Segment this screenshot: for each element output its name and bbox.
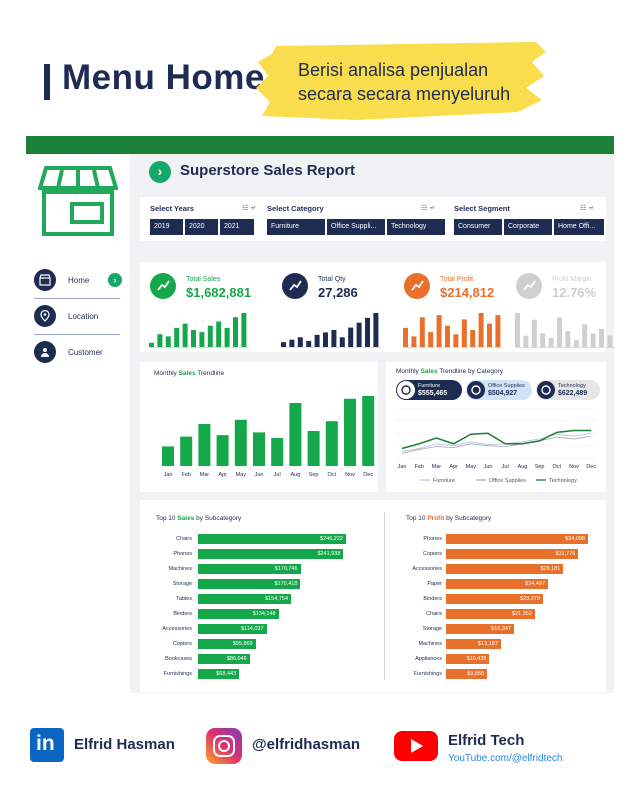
bar-value-label: $31,776 — [555, 551, 576, 557]
hbar — [198, 654, 250, 664]
kpi-spark-bar — [591, 333, 596, 347]
kpi-spark-bar — [241, 313, 246, 347]
sidebar-item-customer[interactable] — [34, 336, 126, 368]
kpi-spark-bar — [453, 334, 458, 347]
category-trend-panel — [386, 362, 606, 492]
top-sales-title — [156, 515, 241, 522]
category-trend-title — [396, 368, 503, 375]
x-tick-label: Jan — [163, 472, 173, 478]
monthly-sales-bar — [198, 424, 210, 466]
bar-category-label: Chairs — [426, 611, 442, 617]
bar-value-label: $34,098 — [565, 536, 585, 542]
kpi-spark-bar — [331, 330, 336, 347]
sidebar-item-label: Home — [68, 275, 90, 285]
monthly-sales-bar — [253, 432, 265, 466]
x-tick-label: May — [465, 464, 476, 470]
instagram-icon[interactable] — [206, 728, 242, 764]
bar-value-label: $114,037 — [240, 626, 264, 632]
monthly-sales-bar — [235, 420, 247, 466]
category-chip-value: $622,489 — [558, 390, 588, 397]
kpi-spark-bar — [479, 313, 484, 347]
filter-label: Select Years — [150, 204, 195, 213]
chevron-right-icon: › — [108, 273, 122, 287]
hbar — [198, 624, 267, 634]
filter-option-technology[interactable]: Technology — [387, 219, 445, 235]
bar-category-label: Paper — [427, 581, 442, 587]
category-chip[interactable] — [466, 380, 532, 400]
title-part: Top 10 — [406, 515, 428, 522]
bar-category-label: Phones — [173, 551, 192, 557]
category-chip-label: Office Supplies — [488, 383, 525, 389]
legend-label: Office Supplies — [489, 478, 526, 484]
category-chip-value: $504,927 — [488, 390, 518, 397]
bar-category-label: Binders — [173, 611, 192, 617]
bar-value-label: $28,181 — [540, 566, 561, 572]
bar-value-label: $21,359 — [512, 611, 532, 617]
hbar — [446, 549, 578, 559]
bar-value-label: $10,435 — [466, 656, 487, 662]
kpi-spark-bar — [191, 330, 196, 347]
filter-option-furniture[interactable]: Furniture — [267, 219, 325, 235]
top10-panel — [140, 500, 606, 692]
series-line-furniture — [402, 433, 591, 451]
filter-label: Select Category — [267, 204, 324, 213]
x-tick-label: Apr — [449, 464, 458, 470]
chevron-right-icon[interactable]: › — [149, 161, 171, 183]
description-line-2: secara secara menyeluruh — [298, 84, 511, 104]
bar-category-label: Bookcases — [165, 656, 192, 662]
x-tick-label: Feb — [414, 464, 424, 470]
x-tick-label: Jul — [501, 464, 509, 470]
bar-category-label: Storage — [172, 581, 192, 587]
youtube-channel-name[interactable]: Elfrid Tech — [448, 732, 525, 749]
bar-value-label: $246,222 — [320, 536, 343, 542]
title-part: Monthly — [154, 370, 179, 377]
hbar — [446, 654, 489, 664]
kpi-spark-bar — [523, 336, 528, 347]
chair-icon — [397, 381, 415, 399]
kpi-spark-bar — [348, 328, 353, 347]
panel-divider — [384, 512, 385, 680]
bar-value-label: $170,418 — [274, 581, 298, 587]
bar-value-label: $86,046 — [226, 656, 247, 662]
kpi-value: 12.76% — [552, 285, 597, 300]
x-tick-label: Aug — [290, 472, 301, 478]
monthly-sales-bar — [162, 446, 174, 466]
instagram-handle[interactable]: @elfridhasman — [252, 736, 360, 753]
filter-option-2020[interactable]: 2020 — [185, 219, 218, 235]
hbar — [446, 534, 588, 544]
hbar — [198, 609, 279, 619]
x-tick-label: Nov — [345, 472, 355, 478]
kpi-spark-bar — [157, 334, 162, 347]
page-title: Menu Home — [62, 58, 265, 97]
kpi-sparkline — [281, 310, 383, 348]
kpi-label: Total Qty — [318, 276, 346, 283]
kpi-spark-bar — [557, 318, 562, 347]
kpi-value: 27,286 — [318, 285, 358, 300]
bar-category-label: Furnishings — [413, 671, 442, 677]
kpi-spark-bar — [549, 338, 554, 347]
x-tick-label: Oct — [552, 464, 562, 470]
paperclip-icon — [467, 381, 485, 399]
kpi-spark-bar — [470, 330, 475, 347]
bar-category-label: Appliances — [415, 656, 442, 662]
kpi-spark-bar — [574, 340, 579, 347]
title-part: by Subcategory — [444, 515, 492, 522]
bar-value-label: $241,938 — [317, 551, 341, 557]
kpi-spark-bar — [298, 337, 303, 347]
hbar — [446, 639, 501, 649]
bar-category-label: Binders — [423, 596, 442, 602]
kpi-spark-bar — [607, 336, 612, 347]
x-tick-label: Apr — [218, 472, 227, 478]
legend-label: Technology — [549, 478, 577, 484]
bar-value-label: $23,279 — [520, 596, 540, 602]
x-tick-label: Aug — [517, 464, 528, 470]
bar-category-label: Phones — [423, 536, 442, 542]
bar-category-label: Accessories — [412, 566, 442, 572]
kpi-spark-bar — [225, 328, 230, 347]
x-tick-label: Oct — [327, 472, 337, 478]
customer-icon — [34, 341, 56, 363]
bar-category-label: Machines — [418, 641, 442, 647]
kpi-icon — [404, 273, 430, 299]
bar-value-label: $170,746 — [274, 566, 298, 572]
hbar — [198, 534, 346, 544]
monthly-sales-bar — [180, 437, 192, 466]
store-icon — [34, 269, 56, 291]
kpi-spark-bar — [411, 336, 416, 347]
kpi-spark-bar — [540, 333, 545, 347]
bar-value-label: $134,148 — [252, 611, 276, 617]
kpi-spark-bar — [565, 331, 570, 347]
kpi-spark-bar — [428, 332, 433, 347]
bar-value-label: $16,347 — [491, 626, 512, 632]
title-part: Sales — [420, 368, 438, 375]
filter-icons[interactable]: ☷ ⩫ — [580, 205, 595, 212]
kpi-icon — [150, 273, 176, 299]
kpi-spark-bar — [149, 343, 154, 347]
monthly-sales-bar — [362, 396, 374, 466]
network-icon — [537, 381, 555, 399]
monthly-sales-bar — [217, 435, 229, 466]
description-line-1: Berisi analisa penjualan — [298, 60, 489, 80]
hbar — [446, 594, 543, 604]
kpi-spark-bar — [365, 318, 370, 347]
filter-option-office-supplies[interactable]: Office Suppli... — [327, 219, 385, 235]
kpi-sparkline — [403, 310, 505, 348]
filter-option-consumer[interactable]: Consumer — [454, 219, 502, 235]
bar-value-label: $24,497 — [525, 581, 546, 587]
x-tick-label: Sep — [534, 464, 545, 470]
youtube-icon[interactable] — [394, 731, 438, 761]
kpi-spark-bar — [462, 319, 467, 347]
kpi-spark-bar — [183, 324, 188, 347]
linkedin-name[interactable]: Elfrid Hasman — [74, 736, 175, 753]
x-tick-label: Jul — [273, 472, 281, 478]
hbar — [446, 609, 535, 619]
x-tick-label: Jan — [397, 464, 407, 470]
bar-value-label: $13,187 — [478, 641, 498, 647]
kpi-sparkline — [149, 310, 251, 348]
title-part: Monthly — [396, 368, 421, 375]
title-accent-bar — [44, 64, 50, 100]
kpi-spark-bar — [582, 324, 587, 347]
kpi-spark-bar — [208, 326, 213, 347]
category-chip[interactable] — [536, 380, 600, 400]
hbar — [198, 564, 301, 574]
sidebar-item-home[interactable] — [34, 264, 126, 296]
page-description — [298, 58, 558, 106]
kpi-spark-bar — [403, 328, 408, 347]
kpi-spark-bar — [487, 324, 492, 347]
kpi-value: $1,682,881 — [186, 285, 252, 300]
sidebar-item-label: Location — [68, 311, 99, 321]
kpi-value: $214,812 — [440, 285, 495, 300]
bar-category-label: Copiers — [173, 641, 192, 647]
x-tick-label: May — [235, 472, 246, 478]
monthly-sales-bar — [308, 431, 320, 466]
x-tick-label: Nov — [569, 464, 579, 470]
kpi-spark-bar — [599, 329, 604, 347]
kpi-label: Total Sales — [186, 276, 221, 283]
filter-option-2019[interactable]: 2019 — [150, 219, 183, 235]
bar-category-label: Accessories — [162, 626, 192, 632]
category-chip-label: Furniture — [418, 383, 441, 389]
title-part: Profit — [427, 515, 445, 522]
category-chip-value: $555,465 — [418, 390, 448, 397]
kpi-spark-bar — [437, 315, 442, 347]
kpi-spark-bar — [281, 342, 286, 347]
title-part: by Subcategory — [194, 515, 242, 522]
x-tick-label: Jun — [483, 464, 493, 470]
youtube-channel-url[interactable]: YouTube.com/@elfridtech — [448, 753, 563, 764]
bar-category-label: Tables — [176, 596, 192, 602]
store-logo-icon — [38, 164, 118, 238]
monthly-sales-bar — [271, 438, 283, 466]
kpi-spark-bar — [306, 341, 311, 347]
title-part: Trendline — [195, 370, 225, 377]
x-tick-label: Mar — [431, 464, 442, 470]
linkedin-icon[interactable]: in — [30, 728, 64, 762]
bar-category-label: Chairs — [176, 536, 192, 542]
filter-panel — [140, 197, 606, 241]
hbar — [446, 564, 563, 574]
kpi-spark-bar — [166, 336, 171, 347]
filter-icons[interactable]: ☷ ⩫ — [421, 205, 436, 212]
bar-value-label: $68,443 — [216, 671, 237, 677]
bar-value-label: $95,869 — [232, 641, 253, 647]
filter-option-home-office[interactable]: Home Offi... — [554, 219, 604, 235]
bar-value-label: $9,855 — [467, 671, 485, 677]
monthly-sales-bar — [289, 403, 301, 466]
kpi-spark-bar — [445, 326, 450, 347]
dashboard-top-bar — [26, 136, 614, 154]
kpi-spark-bar — [373, 313, 378, 347]
kpi-spark-bar — [216, 322, 221, 348]
kpi-label: Total Profit — [440, 276, 474, 283]
kpi-spark-bar — [315, 335, 320, 347]
kpi-icon — [282, 273, 308, 299]
kpi-spark-bar — [495, 315, 500, 347]
x-tick-label: Jun — [254, 472, 264, 478]
kpi-spark-bar — [420, 317, 425, 347]
kpi-icon — [516, 273, 542, 299]
sidebar-divider — [34, 298, 120, 299]
hbar — [198, 549, 343, 559]
monthly-sales-title — [154, 370, 224, 377]
top-profit-title — [406, 515, 491, 522]
hbar — [198, 669, 239, 679]
x-tick-label: Dec — [363, 472, 374, 478]
kpi-spark-bar — [323, 332, 328, 347]
kpi-spark-bar — [199, 332, 204, 347]
filter-option-2021[interactable]: 2021 — [220, 219, 254, 235]
location-pin-icon — [34, 305, 56, 327]
x-tick-label: Sep — [308, 472, 319, 478]
bar-category-label: Storage — [422, 626, 442, 632]
kpi-spark-bar — [340, 337, 345, 347]
monthly-sales-chart — [156, 396, 376, 480]
category-trend-chart — [396, 408, 602, 492]
kpi-spark-bar — [515, 313, 520, 347]
bar-value-label: $154,754 — [265, 596, 289, 602]
bar-category-label: Copiers — [423, 551, 442, 557]
monthly-sales-bar — [344, 399, 356, 466]
filter-icons[interactable]: ☷ ⩫ — [242, 205, 257, 212]
filter-option-corporate[interactable]: Corporate — [504, 219, 552, 235]
hbar — [446, 579, 548, 589]
hbar — [198, 579, 300, 589]
hbar — [198, 594, 291, 604]
x-tick-label: Dec — [586, 464, 597, 470]
sidebar-item-location[interactable] — [34, 300, 126, 332]
legend-label: Furniture — [433, 478, 456, 484]
sidebar-item-label: Customer — [68, 347, 103, 357]
kpi-label: Profit Margin — [552, 276, 592, 283]
report-title: Superstore Sales Report — [180, 162, 356, 179]
category-chip-label: Technology — [558, 383, 586, 389]
kpi-spark-bar — [289, 340, 294, 347]
title-part: Trendline by Category — [437, 368, 503, 375]
kpi-spark-bar — [357, 323, 362, 347]
x-tick-label: Feb — [181, 472, 191, 478]
hbar — [446, 669, 487, 679]
monthly-sales-bar — [326, 421, 338, 466]
x-tick-label: Mar — [199, 472, 210, 478]
bar-category-label: Furnishings — [163, 671, 192, 677]
title-part: Sales — [177, 515, 195, 522]
bar-category-label: Machines — [168, 566, 192, 572]
category-chip[interactable] — [396, 380, 462, 400]
kpi-sparkline — [515, 310, 617, 348]
kpi-spark-bar — [174, 328, 179, 347]
hbar — [446, 624, 514, 634]
title-part: Top 10 — [156, 515, 178, 522]
title-part: Sales — [178, 370, 196, 377]
filter-label: Select Segment — [454, 204, 510, 213]
monthly-sales-panel — [140, 362, 378, 492]
kpi-spark-bar — [532, 320, 537, 347]
hbar — [198, 639, 256, 649]
kpi-spark-bar — [233, 317, 238, 347]
sidebar-divider — [34, 334, 120, 335]
